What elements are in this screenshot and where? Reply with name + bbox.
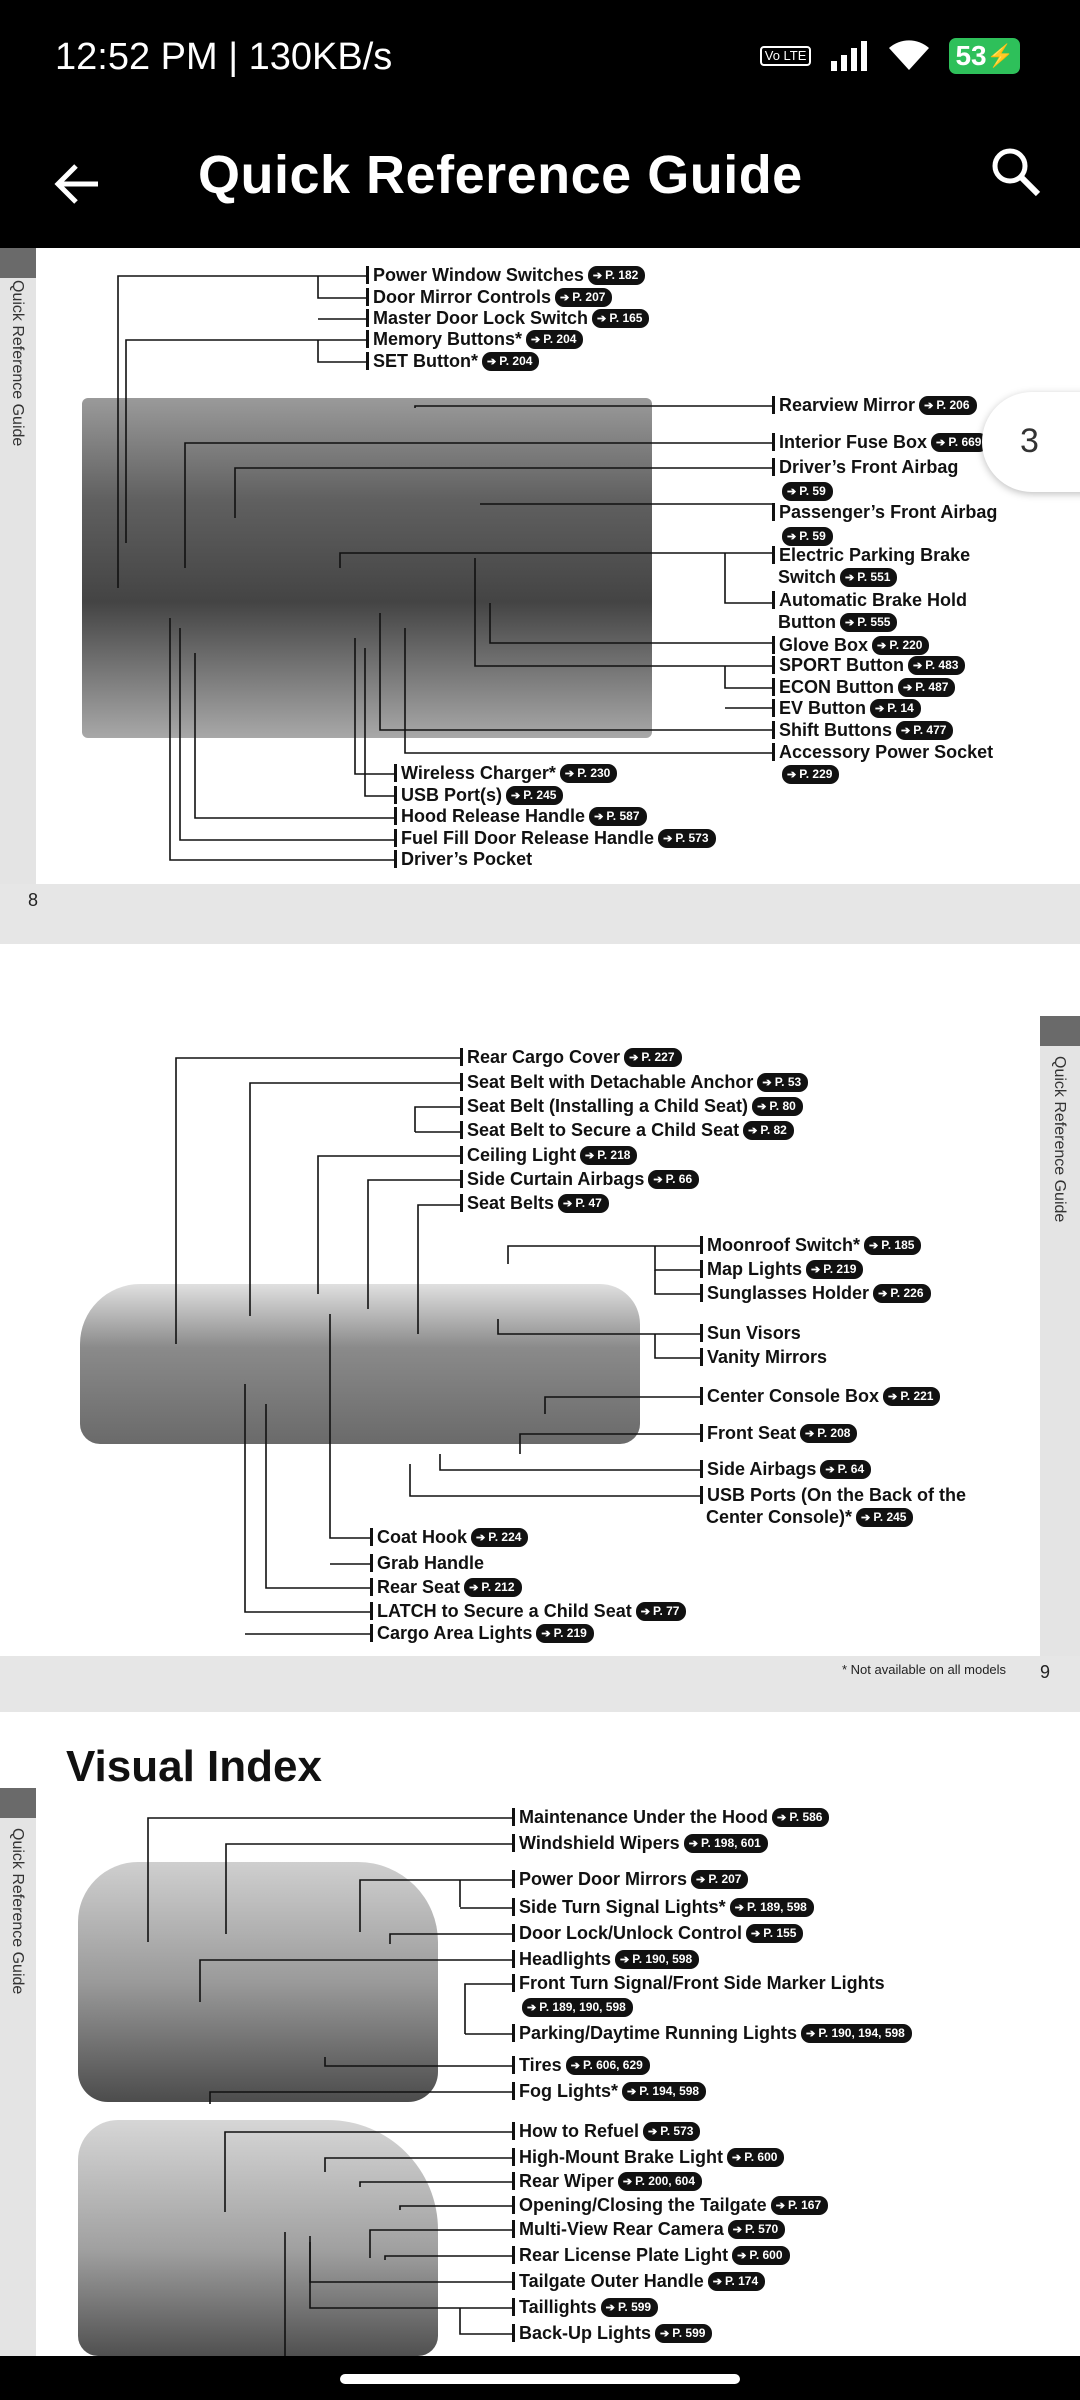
label-text: Sunglasses Holder	[707, 1283, 870, 1303]
label-text: Seat Belt to Secure a Child Seat	[467, 1120, 740, 1140]
callout-label[interactable]	[778, 611, 897, 633]
callout-label[interactable]	[366, 350, 539, 372]
callout-label	[772, 589, 967, 611]
page-ref-badge[interactable]: ➔ P. 483	[908, 656, 965, 675]
page-ref-badge[interactable]: ➔ P. 669	[931, 433, 988, 452]
label-text: Map Lights	[707, 1259, 802, 1279]
callout-label	[700, 1322, 801, 1344]
callout-label	[772, 456, 958, 478]
page-ref-badge[interactable]: ➔ P. 570	[728, 2220, 785, 2239]
label-text: EV Button	[779, 698, 866, 718]
page-indicator[interactable]: 3	[982, 392, 1080, 492]
page-ref-badge[interactable]: ➔ P. 204	[482, 352, 539, 371]
label-text: Button	[778, 612, 836, 632]
callout-label[interactable]	[706, 1506, 913, 1528]
label-text: Side Airbags	[707, 1459, 817, 1479]
callout-label[interactable]	[366, 307, 649, 329]
callout-label[interactable]	[512, 2244, 790, 2266]
page-ref-badge[interactable]: ➔ P. 212	[464, 1578, 521, 1597]
callout-label[interactable]	[370, 1526, 528, 1548]
page-ref-badge[interactable]: ➔ P. 599	[655, 2324, 712, 2343]
page-ref-badge[interactable]: ➔ P. 219	[806, 1260, 863, 1279]
page-ref-badge[interactable]: ➔ P. 155	[746, 1924, 803, 1943]
callout-label[interactable]	[700, 1422, 857, 1444]
page-ref-badge[interactable]: ➔ P. 204	[526, 330, 583, 349]
label-text: Passenger’s Front Airbag	[779, 502, 998, 522]
page-ref-badge[interactable]: ➔ P. 600	[727, 2148, 784, 2167]
label-text: Side Turn Signal Lights*	[519, 1897, 726, 1917]
label-text: Multi-View Rear Camera	[519, 2219, 724, 2239]
page-ref-badge[interactable]: ➔ P. 600	[732, 2246, 789, 2265]
callout-label	[394, 848, 532, 870]
page-number-strip: 8	[0, 884, 1080, 924]
page-ref-badge[interactable]: ➔ P. 59	[782, 527, 833, 546]
callout-label	[700, 1346, 827, 1368]
page-ref-badge[interactable]: ➔ P. 190, 598	[615, 1950, 699, 1969]
volte-icon: Vo LTE	[760, 46, 812, 66]
page-ref-badge[interactable]: ➔ P. 185	[864, 1236, 921, 1255]
app-bar	[0, 120, 1080, 248]
footnote: * Not available on all models	[842, 1662, 1007, 1677]
label-text: Vanity Mirrors	[707, 1347, 828, 1367]
page-ref-badge[interactable]: ➔ P. 174	[708, 2272, 765, 2291]
page-ref-badge[interactable]: ➔ P. 66	[648, 1170, 699, 1189]
label-text: SPORT Button	[779, 655, 904, 675]
callout-label[interactable]	[460, 1144, 637, 1166]
callout-label[interactable]	[772, 394, 977, 416]
label-text: Ceiling Light	[467, 1145, 576, 1165]
page-ref-badge[interactable]: ➔ P. 219	[536, 1624, 593, 1643]
label-text: Taillights	[519, 2297, 597, 2317]
label-text: Shift Buttons	[779, 720, 892, 740]
callout-label[interactable]	[512, 2322, 712, 2344]
page-ref-badge[interactable]: ➔ P. 220	[872, 636, 929, 655]
label-text: Fuel Fill Door Release Handle	[401, 828, 655, 848]
callout-label[interactable]	[772, 431, 988, 453]
callout-label[interactable]	[370, 1600, 686, 1622]
page-ref-badge[interactable]: ➔ P. 245	[856, 1508, 913, 1527]
label-text: Driver’s Pocket	[401, 849, 533, 869]
callout-label[interactable]	[700, 1234, 921, 1256]
label-text: Power Door Mirrors	[519, 1869, 688, 1889]
label-text: Hood Release Handle	[401, 806, 586, 826]
page-ref-badge[interactable]: ➔ P. 573	[658, 829, 715, 848]
side-tab: Quick Reference Guide	[0, 1788, 36, 2356]
callout-label[interactable]	[512, 2270, 765, 2292]
page-ref-badge[interactable]: ➔ P. 221	[883, 1387, 940, 1406]
callout-label	[370, 1552, 484, 1574]
label-text: High-Mount Brake Light	[519, 2147, 723, 2167]
page-ref-badge[interactable]: ➔ P. 573	[643, 2122, 700, 2141]
callout-label[interactable]	[518, 1996, 633, 2018]
page-ref-badge[interactable]: ➔ P. 80	[752, 1097, 803, 1116]
callout-label[interactable]	[394, 784, 563, 806]
status-bar	[0, 0, 1080, 120]
label-text: Door Lock/Unlock Control	[519, 1923, 743, 1943]
label-text: Interior Fuse Box	[779, 432, 928, 452]
page-ref-badge[interactable]: ➔ P. 198, 601	[684, 1834, 768, 1853]
callout-label[interactable]	[370, 1622, 594, 1644]
label-text: Opening/Closing the Tailgate	[519, 2195, 767, 2215]
back-arrow-icon[interactable]	[52, 162, 102, 206]
page-ref-badge[interactable]: ➔ P. 167	[771, 2196, 828, 2215]
page-ref-badge[interactable]: ➔ P. 487	[898, 678, 955, 697]
label-text: Seat Belt (Installing a Child Seat)	[467, 1096, 749, 1116]
page-ref-badge[interactable]: ➔ P. 77	[636, 1602, 687, 1621]
page-ref-badge[interactable]: ➔ P. 477	[896, 721, 953, 740]
page-ref-badge[interactable]: ➔ P. 14	[870, 699, 921, 718]
page-ref-badge[interactable]: ➔ P. 230	[560, 764, 617, 783]
page-ref-badge[interactable]: ➔ P. 189, 190, 598	[522, 1998, 633, 2017]
label-text: Moonroof Switch*	[707, 1235, 860, 1255]
label-text: Center Console Box	[707, 1386, 880, 1406]
signal-icon	[829, 41, 869, 71]
page-ref-badge[interactable]: ➔ P. 53	[757, 1073, 808, 1092]
callout-label[interactable]	[772, 676, 955, 698]
label-text: Automatic Brake Hold	[779, 590, 968, 610]
page-ref-badge[interactable]: ➔ P. 551	[840, 568, 897, 587]
page-ref-badge[interactable]: ➔ P. 218	[580, 1146, 637, 1165]
label-text: Electric Parking Brake	[779, 545, 971, 565]
label-text: LATCH to Secure a Child Seat	[377, 1601, 632, 1621]
label-text: How to Refuel	[519, 2121, 639, 2141]
page-ref-badge[interactable]: ➔ P. 599	[601, 2298, 658, 2317]
label-text: Tires	[519, 2055, 562, 2075]
callout-label[interactable]	[366, 328, 583, 350]
search-icon[interactable]	[988, 144, 1044, 200]
callout-label[interactable]	[512, 2194, 828, 2216]
callout-label[interactable]	[512, 2296, 658, 2318]
label-text: Tailgate Outer Handle	[519, 2271, 704, 2291]
label-text: Windshield Wipers	[519, 1833, 680, 1853]
callout-label[interactable]	[460, 1192, 609, 1214]
callout-label[interactable]	[778, 566, 897, 588]
callout-label[interactable]	[512, 1868, 748, 1890]
page-ref-badge[interactable]: ➔ P. 227	[624, 1048, 681, 1067]
callout-label[interactable]	[512, 1832, 768, 1854]
page-ref-badge[interactable]: ➔ P. 245	[506, 786, 563, 805]
label-text: Driver’s Front Airbag	[779, 457, 959, 477]
page-ref-badge[interactable]: ➔ P. 165	[592, 309, 649, 328]
callout-label	[772, 501, 997, 523]
label-text: Switch	[778, 567, 837, 587]
page-ref-badge[interactable]: ➔ P. 587	[589, 807, 646, 826]
callout-label[interactable]	[460, 1071, 808, 1093]
label-text: Seat Belts	[467, 1193, 555, 1213]
label-text: USB Port(s)	[401, 785, 503, 805]
callout-label[interactable]	[460, 1119, 794, 1141]
callout-label[interactable]	[778, 480, 833, 502]
callout-label[interactable]	[772, 634, 929, 656]
label-text: Door Mirror Controls	[373, 287, 551, 307]
label-text: ECON Button	[779, 677, 894, 697]
side-tab: Quick Reference Guide	[1040, 1016, 1080, 1656]
home-indicator[interactable]	[340, 2374, 740, 2384]
battery-level: 53	[955, 40, 987, 71]
callout-label[interactable]	[700, 1458, 871, 1480]
callout-label[interactable]	[512, 2022, 912, 2044]
label-text: Glove Box	[779, 635, 869, 655]
page-ref-badge[interactable]: ➔ P. 606, 629	[566, 2056, 650, 2075]
callout-label[interactable]	[700, 1258, 863, 1280]
status-icons	[760, 38, 1020, 74]
callout-label[interactable]	[512, 2080, 706, 2102]
callout-label	[772, 544, 970, 566]
page-number: 9	[1040, 1662, 1051, 1682]
page-ref-badge[interactable]: ➔ P. 207	[555, 288, 612, 307]
page-ref-badge[interactable]: ➔ P. 555	[840, 613, 897, 632]
label-text: Grab Handle	[377, 1553, 485, 1573]
label-text: Rear Wiper	[519, 2171, 614, 2191]
side-tab: Quick Reference Guide	[0, 248, 36, 884]
callout-label[interactable]	[460, 1168, 699, 1190]
page-ref-badge[interactable]: ➔ P. 190, 194, 598	[801, 2024, 912, 2043]
label-text: Fog Lights*	[519, 2081, 618, 2101]
page-ref-badge[interactable]: ➔ P. 194, 598	[622, 2082, 706, 2101]
callout-label[interactable]	[394, 762, 617, 784]
label-text: Rearview Mirror	[779, 395, 916, 415]
page-ref-badge[interactable]: ➔ P. 586	[772, 1808, 829, 1827]
battery-icon: 53 ⚡	[949, 38, 1020, 74]
callout-label	[772, 741, 993, 763]
page-ref-badge[interactable]: ➔ P. 200, 604	[618, 2172, 702, 2191]
callout-label	[512, 1972, 885, 1994]
page-ref-badge[interactable]: ➔ P. 229	[782, 765, 839, 784]
callout-label[interactable]	[772, 719, 953, 741]
label-text: SET Button*	[373, 351, 478, 371]
label-text: Side Curtain Airbags	[467, 1169, 645, 1189]
label-text: Rear Cargo Cover	[467, 1047, 621, 1067]
page-ref-badge[interactable]: ➔ P. 208	[800, 1424, 857, 1443]
label-text: Back-Up Lights	[519, 2323, 652, 2343]
section-title: Visual Index	[66, 1742, 322, 1791]
callout-label[interactable]	[512, 2146, 784, 2168]
callout-label[interactable]	[366, 264, 645, 286]
label-text: Master Door Lock Switch	[373, 308, 589, 328]
callout-label[interactable]	[700, 1282, 931, 1304]
callout-label[interactable]	[772, 697, 921, 719]
callout-label[interactable]	[512, 2120, 700, 2142]
status-time: 12:52 PM | 130KB/s	[55, 36, 393, 78]
callout-label[interactable]	[512, 2218, 785, 2240]
label-text: Sun Visors	[707, 1323, 801, 1343]
page-ref-badge[interactable]: ➔ P. 207	[691, 1870, 748, 1889]
label-text: USB Ports (On the Back of the	[707, 1485, 967, 1505]
callout-label[interactable]	[512, 1922, 803, 1944]
label-text: Front Turn Signal/Front Side Marker Lights	[519, 1973, 885, 1993]
label-text: Front Seat	[707, 1423, 797, 1443]
callout-label	[700, 1484, 966, 1506]
label-text: Wireless Charger*	[401, 763, 556, 783]
wifi-icon	[887, 40, 931, 72]
label-text: Seat Belt with Detachable Anchor	[467, 1072, 754, 1092]
callout-label[interactable]	[512, 2170, 702, 2192]
page-number-strip	[0, 1656, 1080, 1704]
label-text: Rear License Plate Light	[519, 2245, 729, 2265]
page-ref-badge[interactable]: ➔ P. 226	[873, 1284, 930, 1303]
callout-label[interactable]	[366, 286, 612, 308]
label-text: Headlights	[519, 1949, 612, 1969]
callout-label[interactable]	[512, 1896, 814, 1918]
page-ref-badge[interactable]: ➔ P. 189, 598	[730, 1898, 814, 1917]
callout-label[interactable]	[512, 2054, 650, 2076]
label-text: Cargo Area Lights	[377, 1623, 533, 1643]
callout-label[interactable]	[700, 1385, 940, 1407]
page-ref-badge[interactable]: ➔ P. 59	[782, 482, 833, 501]
callout-label[interactable]	[460, 1046, 682, 1068]
label-text: Memory Buttons*	[373, 329, 523, 349]
callout-label[interactable]	[512, 1806, 829, 1828]
page-ref-badge[interactable]: ➔ P. 64	[820, 1460, 871, 1479]
page-ref-badge[interactable]: ➔ P. 182	[588, 266, 645, 285]
page-ref-badge[interactable]: ➔ P. 224	[471, 1528, 528, 1547]
label-text: Parking/Daytime Running Lights	[519, 2023, 798, 2043]
page-ref-badge[interactable]: ➔ P. 47	[558, 1194, 609, 1213]
page-ref-badge[interactable]: ➔ P. 206	[919, 396, 976, 415]
callout-label[interactable]	[778, 763, 839, 785]
label-text: Center Console)*	[706, 1507, 853, 1527]
label-text: Accessory Power Socket	[779, 742, 994, 762]
label-text: Rear Seat	[377, 1577, 461, 1597]
label-text: Maintenance Under the Hood	[519, 1807, 769, 1827]
callout-label[interactable]	[512, 1948, 699, 1970]
callout-label[interactable]	[370, 1576, 522, 1598]
page-ref-badge[interactable]: ➔ P. 82	[743, 1121, 794, 1140]
label-text: Power Window Switches	[373, 265, 584, 285]
page-title: Quick Reference Guide	[198, 145, 803, 205]
label-text: Coat Hook	[377, 1527, 467, 1547]
callout-label[interactable]	[772, 654, 965, 676]
callout-label[interactable]	[394, 827, 716, 849]
callout-label[interactable]	[460, 1095, 803, 1117]
callout-label[interactable]	[394, 805, 647, 827]
